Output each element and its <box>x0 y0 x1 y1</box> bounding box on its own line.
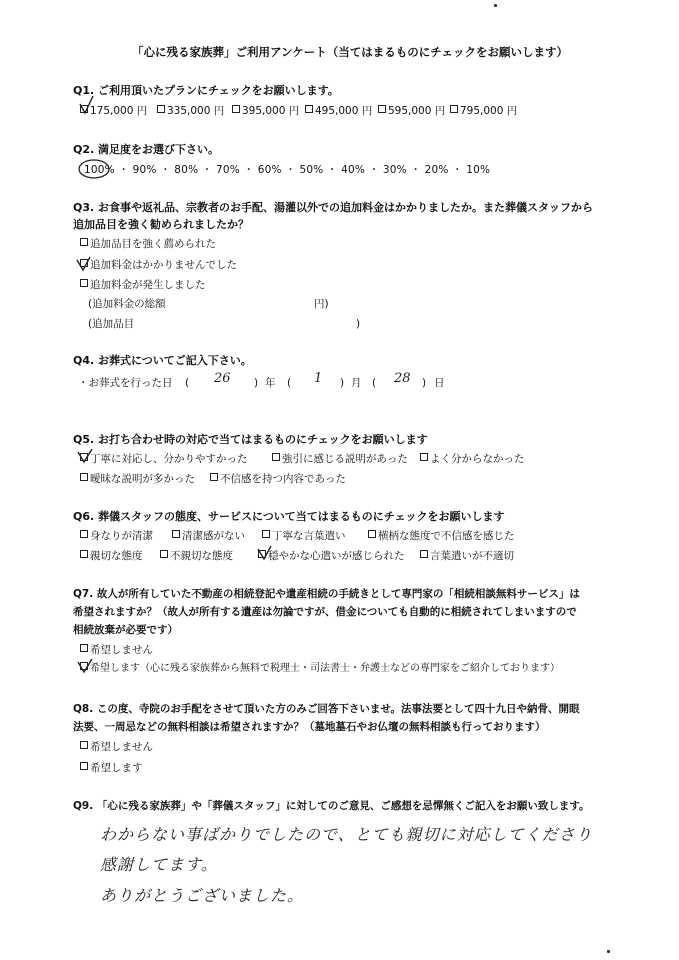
q5-question: Q5. お打ち合わせ時の対応で当てはまるものにチェックをお願いします <box>73 433 428 446</box>
q2-question: Q2. 満足度をお選び下さい。 <box>73 143 220 156</box>
checkbox-icon <box>80 279 88 287</box>
checkbox-icon <box>80 259 88 267</box>
q1-option-395000[interactable]: 395,000 円 <box>232 104 299 118</box>
q6-question: Q6. 葬儀スタッフの態度、サービスについて当てはまるものにチェックをお願いします <box>73 510 505 523</box>
q1-question: Q1. ご利用頂いたプランにチェックをお願いします。 <box>73 84 339 97</box>
q3-items-close: ) <box>356 318 361 330</box>
q5-option-vague[interactable]: 曖昧な説明が多かった <box>80 472 195 486</box>
checkbox-icon <box>80 741 88 749</box>
checkbox-icon <box>272 453 280 461</box>
scan-speck <box>494 4 497 7</box>
survey-title: 「心に残る家族葬」ご利用アンケート（当てはまるものにチェックをお願いします） <box>132 45 568 59</box>
q8-question-line1: Q8. この度、寺院のお手配をさせて頂いた方のみご回答下さいませ。法事法要として四十九日や納骨、開眼 <box>73 703 580 715</box>
checkbox-icon <box>262 530 270 538</box>
checkbox-icon <box>160 550 168 558</box>
q4-paren: ( <box>287 377 292 389</box>
checkbox-icon <box>80 662 88 670</box>
q9-answer-line1[interactable]: わからない事ばかりでしたので、とても親切に対応してくださり <box>100 825 593 844</box>
q4-year-unit: 年 <box>265 377 276 389</box>
checkbox-icon <box>232 105 240 113</box>
q6-option-unclean[interactable]: 清潔感がない <box>172 529 245 543</box>
checkbox-icon <box>80 238 88 246</box>
checkbox-icon <box>305 105 313 113</box>
q6-option-arrogant[interactable]: 横柄な態度で不信感を感じた <box>368 529 515 543</box>
q3-amount-unit: 円) <box>314 298 329 310</box>
q9-answer-line2[interactable]: 感謝してます。 <box>100 855 218 874</box>
q8-option-yes[interactable]: 希望します <box>80 761 143 775</box>
q3-option-no-extra[interactable]: 追加料金はかかりませんでした <box>80 258 237 272</box>
checkbox-icon <box>80 473 88 481</box>
q4-paren: ) <box>254 377 259 389</box>
q3-amount-label: (追加料金の総額 <box>88 298 166 310</box>
q9-question: Q9. 「心に残る家族葬」や「葬儀スタッフ」に対してのご意見、ご感想を忌憚無くご記入をお願い致します。 <box>73 800 590 812</box>
checkbox-icon <box>368 530 376 538</box>
checkbox-icon <box>157 105 165 113</box>
q5-option-polite[interactable]: 丁寧に対応し、分かりやすかった <box>80 452 248 466</box>
q8-question-line2: 法要、一周忌などの無料相談は希望されますか？（墓地墓石やお仏壇の無料相談も行っております） <box>73 721 546 733</box>
q6-option-clean[interactable]: 身なりが清潔 <box>80 529 153 543</box>
q7-question-line3: 相続放棄が必要です） <box>73 624 178 636</box>
q1-option-795000[interactable]: 795,000 円 <box>450 104 517 118</box>
q8-option-no[interactable]: 希望しません <box>80 740 153 754</box>
q3-question-line2: 追加品目を強く勧められましたか？ <box>73 218 249 231</box>
checkbox-icon <box>378 105 386 113</box>
q1-option-175000[interactable]: 175,000 円 <box>80 104 147 118</box>
q7-question-line1: Q7. 故人が所有していた不動産の相続登記や遺産相続の手続きとして専門家の「相続相談無料サービス」は <box>73 588 580 600</box>
checkbox-icon <box>450 105 458 113</box>
q3-option-extra[interactable]: 追加料金が発生しました <box>80 278 206 292</box>
q7-option-no[interactable]: 希望しません <box>80 643 153 657</box>
q6-option-kind[interactable]: 親切な態度 <box>80 549 143 563</box>
q5-option-distrust[interactable]: 不信感を持つ内容であった <box>210 472 346 486</box>
checkbox-icon <box>80 530 88 538</box>
q2-satisfaction-scale[interactable]: 100% ・ 90% ・ 80% ・ 70% ・ 60% ・ 50% ・ 40% ・ 30% ・ 20% ・ 10% <box>84 164 491 176</box>
q9-answer-line3[interactable]: ありがとうございました。 <box>100 886 305 905</box>
q4-paren: ( <box>185 377 190 389</box>
q1-option-335000[interactable]: 335,000 円 <box>157 104 224 118</box>
q7-question-line2: 希望されますか？（故人が所有する遺産は勿論ですが、借金についても自動的に相続されてしまいますので <box>73 606 577 618</box>
checkbox-icon <box>80 762 88 770</box>
q6-option-improper-words[interactable]: 言葉遣いが不適切 <box>420 549 514 563</box>
checkbox-icon <box>80 105 88 113</box>
q6-option-gentle[interactable]: 穏やかな心遣いが感じられた <box>258 549 405 563</box>
q4-day-value[interactable]: 28 <box>394 371 411 386</box>
q6-option-polite-words[interactable]: 丁寧な言葉遣い <box>262 529 346 543</box>
checkbox-icon <box>80 644 88 652</box>
q6-option-unkind[interactable]: 不親切な態度 <box>160 549 233 563</box>
q1-option-595000[interactable]: 595,000 円 <box>378 104 445 118</box>
q1-option-495000[interactable]: 495,000 円 <box>305 104 372 118</box>
q4-month-unit: 月 <box>351 377 362 389</box>
q4-question: Q4. お葬式についてご記入下さい。 <box>73 354 252 367</box>
q4-year-value[interactable]: 26 <box>214 371 231 386</box>
checkbox-icon <box>80 453 88 461</box>
q4-paren: ( <box>372 377 377 389</box>
checkbox-icon <box>210 473 218 481</box>
scan-speck <box>607 950 610 953</box>
checkbox-icon <box>258 550 266 558</box>
checkbox-icon <box>420 550 428 558</box>
q4-month-value[interactable]: 1 <box>314 371 323 386</box>
q4-paren: ) <box>340 377 345 389</box>
checkbox-icon <box>172 530 180 538</box>
q5-option-unclear[interactable]: よく分からなかった <box>420 452 525 466</box>
q4-paren: ) <box>422 377 427 389</box>
q3-items-label: (追加品目 <box>88 318 135 330</box>
q5-option-forceful[interactable]: 強引に感じる説明があった <box>272 452 408 466</box>
checkbox-icon <box>420 453 428 461</box>
q4-day-unit: 日 <box>434 377 445 389</box>
q7-option-yes[interactable]: 希望します（心に残る家族葬から無料で税理士・司法書士・弁護士などの専門家をご紹介しております） <box>80 662 560 676</box>
q3-question-line1: Q3. お食事や返礼品、宗教者のお手配、湯灌以外での追加料金はかかりましたか。また葬儀スタッフから <box>73 201 594 214</box>
q3-option-pushed[interactable]: 追加品目を強く薦められた <box>80 237 216 251</box>
q4-date-label: ・お葬式を行った日 <box>78 377 173 389</box>
checkbox-icon <box>80 550 88 558</box>
